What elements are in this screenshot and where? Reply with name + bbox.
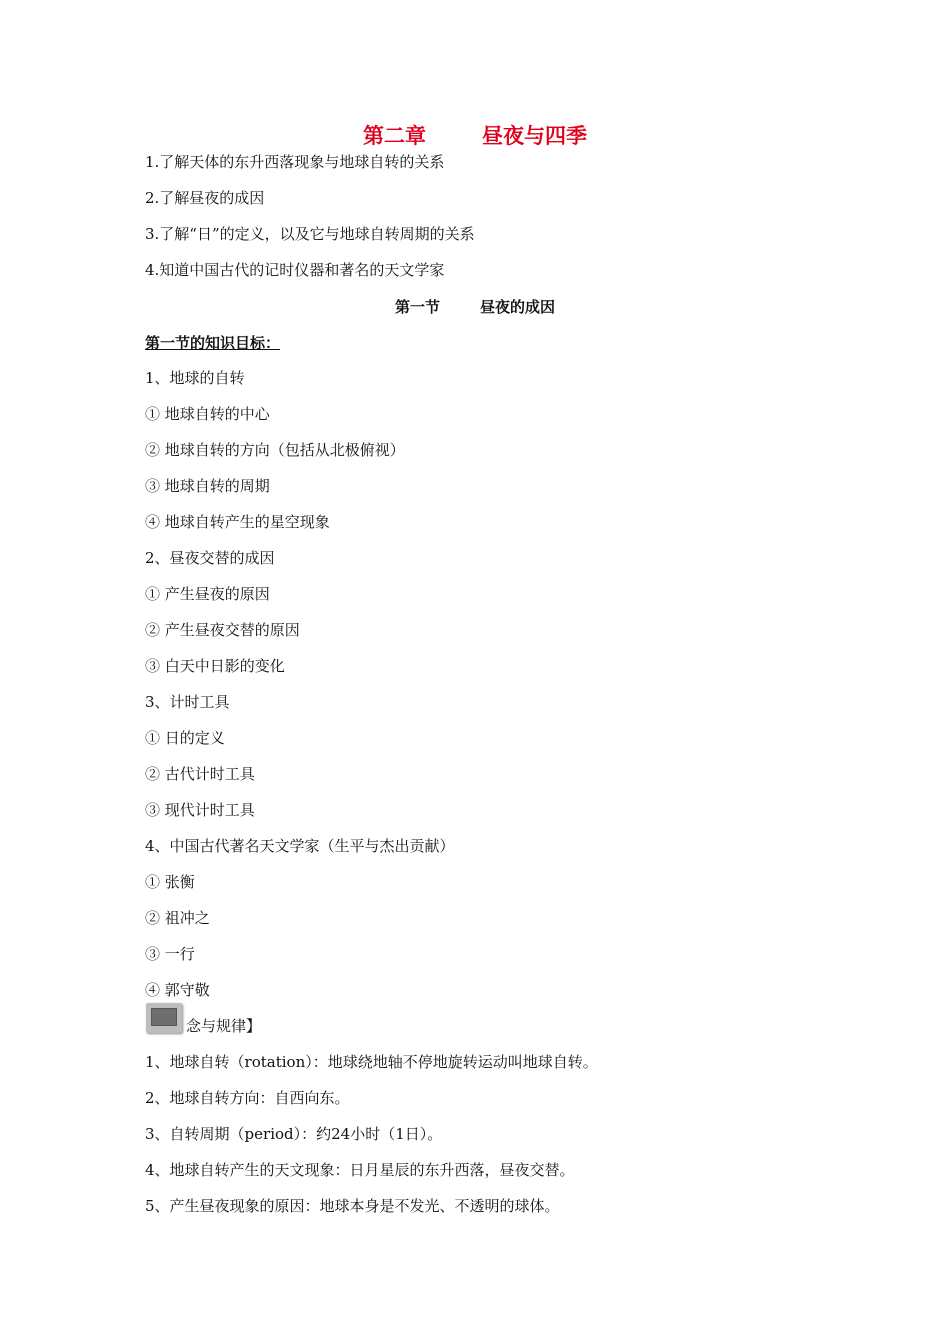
outline-item: ① 产生昼夜的原因 [145, 585, 270, 603]
outline-item: ③ 地球自转的周期 [145, 477, 270, 495]
chapter-number: 第二章 [363, 124, 426, 148]
rule-line: 3、自转周期（period）：约24小时（1日）。 [145, 1125, 443, 1143]
objective-line: 2.了解昼夜的成因 [145, 189, 265, 207]
objective-line: 1.了解天体的东升西落现象与地球自转的关系 [145, 153, 445, 171]
outline-item: 4、中国古代著名天文学家（生平与杰出贡献） [145, 837, 455, 855]
outline-item: ④ 地球自转产生的星空现象 [145, 513, 330, 531]
outline-item: ② 古代计时工具 [145, 765, 255, 783]
section-name: 昼夜的成因 [480, 298, 556, 316]
chapter-name: 昼夜与四季 [482, 124, 587, 148]
section-title [0, 296, 950, 317]
outline-item: ③ 白天中日影的变化 [145, 657, 285, 675]
embedded-object-icon[interactable] [146, 1003, 182, 1033]
section-number: 第一节 [394, 298, 440, 316]
rule-line: 5、产生昼夜现象的原因：地球本身是不发光、不透明的球体。 [145, 1197, 560, 1215]
objective-line: 3.了解“日”的定义，以及它与地球自转周期的关系 [145, 225, 475, 243]
knowledge-heading: 第一节的知识目标： [145, 334, 281, 352]
outline-item: 2、昼夜交替的成因 [145, 549, 275, 567]
outline-item: ② 产生昼夜交替的原因 [145, 621, 300, 639]
rule-line: 2、地球自转方向：自西向东。 [145, 1089, 350, 1107]
outline-item: ① 日的定义 [145, 729, 225, 747]
outline-item: 1、地球的自转 [145, 369, 245, 387]
outline-item: ④ 郭守敬 [145, 981, 210, 999]
rule-line: 4、地球自转产生的天文现象：日月星辰的东升西落，昼夜交替。 [145, 1161, 575, 1179]
objective-line: 4.知道中国古代的记时仪器和著名的天文学家 [145, 261, 445, 279]
outline-item: ③ 一行 [145, 945, 195, 963]
outline-item: ① 张衡 [145, 873, 195, 891]
outline-item: ② 祖冲之 [145, 909, 210, 927]
rules-heading: 念与规律】 [186, 1017, 262, 1035]
outline-item: ① 地球自转的中心 [145, 405, 270, 423]
embedded-object-frame [151, 1008, 177, 1026]
outline-item: ② 地球自转的方向（包括从北极俯视） [145, 441, 405, 459]
outline-item: ③ 现代计时工具 [145, 801, 255, 819]
chapter-title [0, 120, 950, 150]
outline-item: 3、计时工具 [145, 693, 230, 711]
rule-line: 1、地球自转（rotation）：地球绕地轴不停地旋转运动叫地球自转。 [145, 1053, 598, 1071]
